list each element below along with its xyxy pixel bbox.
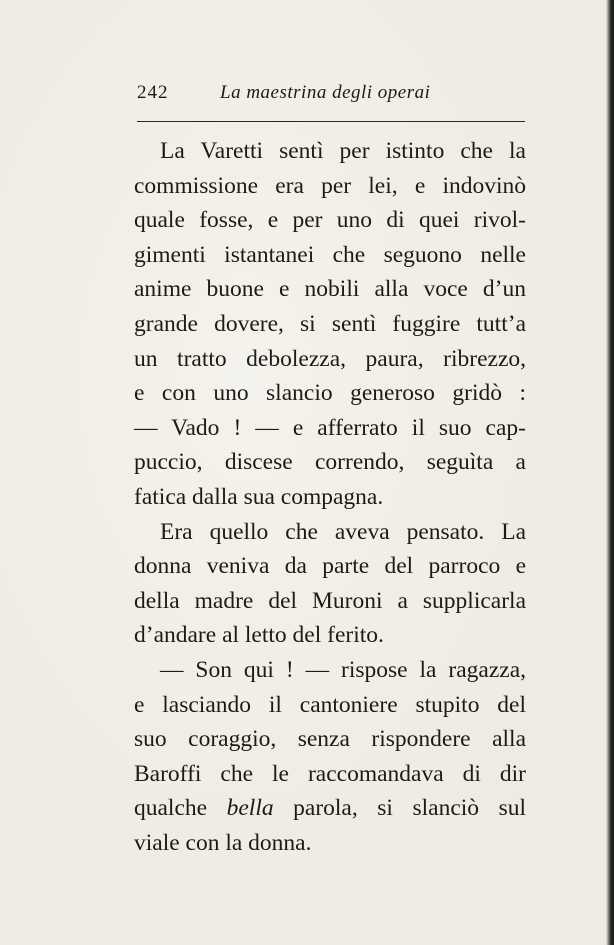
text-line: quale fosse, e per uno di quei rivol- [134, 207, 526, 234]
text-line: Era quello che aveva pensato. La [160, 518, 526, 545]
text-line: grande dovere, si sentì fuggire tutt’a [134, 310, 526, 337]
text-line: suo coraggio, senza rispondere alla [134, 726, 526, 753]
text-line-mixed [134, 791, 526, 826]
body-text [134, 134, 526, 860]
text-line: viale con la donna. [134, 829, 312, 856]
page-number: 242 [137, 82, 169, 103]
text-line: — Vado ! — e afferrato il suo cap- [134, 414, 526, 441]
text-line: — Son qui ! — rispose la ragazza, [160, 656, 526, 683]
text-line: commissione era per lei, e indovinò [134, 172, 526, 199]
text-line: della madre del Muroni a supplicarla [134, 587, 526, 614]
text-line: donna veniva da parte del parroco e [134, 553, 526, 580]
text-line: puccio, discese correndo, seguìta a [134, 449, 526, 476]
text-line: Baroffi che le raccomandava di dir [134, 760, 526, 787]
text-line: un tratto debolezza, paura, ribrezzo, [134, 345, 526, 372]
text-line: e con uno slancio generoso gridò : [134, 380, 526, 407]
text-line: fatica dalla sua compagna. [134, 483, 384, 510]
text-line: d’andare al letto del ferito. [134, 622, 384, 649]
text-line: gimenti istantanei che seguono nelle [134, 241, 526, 268]
header-rule [137, 121, 525, 122]
page-header [137, 82, 527, 108]
text-segment: qualche [134, 795, 227, 822]
italic-word: bella [226, 795, 274, 822]
text-line: e lasciando il cantoniere stupito del [134, 691, 526, 718]
running-title: La maestrina degli operai [220, 82, 431, 103]
text-segment: parola, si slanciò sul [273, 795, 526, 822]
page-edge-shadow [606, 0, 614, 945]
text-line: La Varetti sentì per istinto che la [160, 138, 526, 164]
text-line: anime buone e nobili alla voce d’un [134, 276, 526, 303]
